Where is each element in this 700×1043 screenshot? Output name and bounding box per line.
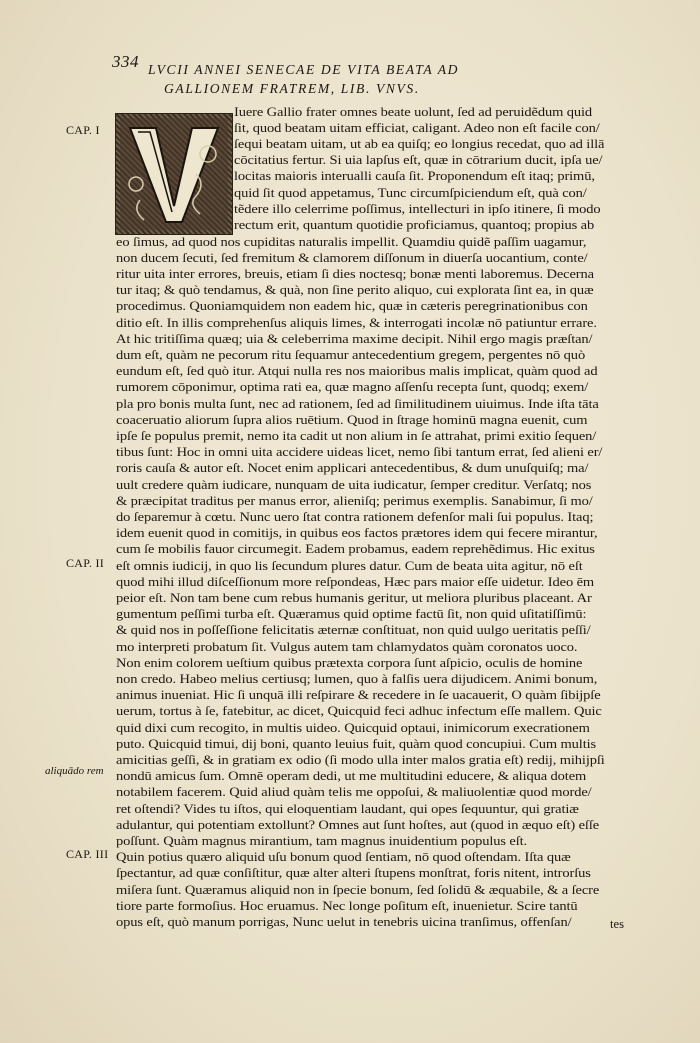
text-line: & præcipitat traditus per manus error, alieniſq; perimus exemplis. Sanabimur, ſi mo/ <box>116 493 593 508</box>
text-line: Iuere Gallio frater omnes beate uolunt, ſed ad peruidẽdum quid <box>234 105 593 119</box>
text-line: puto. Quicquid timui, dij boni, quanto leuius fuit, quàm quod concupiui. Cum multis <box>116 736 597 751</box>
text-line: uerum, tortus à ſe, fatebitur, ac dicet, Quicquid feci adhuc infectum eſſe mallem. Quic <box>116 704 602 719</box>
text-line: ſpectantur, ad quæ conſiſtitur, quæ alter alteri ſtupens monſtrat, foris nitent, introrſus <box>116 866 591 881</box>
text-line: animus inueniat. Hic ſi unquā illi reſpirare & recedere in ſe uacauerit, O quàm ſibijpſe <box>116 688 601 703</box>
title-line-2: GALLIONEM FRATREM, LIB. VNVS. <box>164 81 420 96</box>
text-line: mo interpreti probatum ſit. Vulgus autem tam chlamydatos quàm coronatos uoco. <box>116 639 578 654</box>
text-line: At hic tritiſſima quæq; uia & celeberrima maxime decipit. Nihil ergo magis præſtan/ <box>116 331 593 346</box>
text-line: ret oſtendi? Vides tu iſtos, qui eloquentiam laudant, qui opes ſequuntur, qui gratiæ <box>116 801 579 816</box>
text-line: opus eſt, quò manum porrigas, Nunc uelut in tenebris uicina tranſimus, offenſan/ <box>116 915 572 929</box>
text-line: quid dixi cum recogito, in multis uideo. Quicquid optaui, inimicorum execrationem <box>116 720 590 735</box>
text-line: rectum erit, quantum quotidie proficiamus, quantoq; propius ab <box>234 217 595 232</box>
text-line: gumentum peſſimi turba eſt. Quæramus quid optime factū ſit, non quid uſitatiſſimū: <box>116 607 587 622</box>
text-line: tiore parte formoſius. Hoc eruamus. Nec longe poſitum eſt, inuenietur. Scire tantū <box>116 898 578 913</box>
text-line: ſequi beatam uitam, ut ab ea quiſq; eo longius recedat, quo ad illā <box>234 137 605 152</box>
text-line: Non enim colorem ueſtium quibus prætexta corpora ſunt aſpicio, oculis de homine <box>116 655 583 670</box>
text-line: amicitias geſſi, & in gratiam ex odio (ſi modo ulla inter malos gratia eſt) redij, mihijpſi <box>116 753 605 767</box>
text-line: ſit, quod beatam uitam efficiat, caligant. Adeo non eſt facile con/ <box>234 121 600 136</box>
text-line: coaceruatio aliorum ſupra alios ruētium. Quod in ſtrage hominū magna euenit, cum <box>116 412 588 427</box>
text-line: rumorem cōponimur, optima rati ea, quæ magno aſſenſu recepta ſunt, quodq; exem/ <box>116 380 589 395</box>
text-line: miſera ſunt. Quæramus aliquid non in ſpecie bonum, ſed ſolidū & æquabile, & a ſecre <box>116 882 600 897</box>
text-line: non ducem ſecuti, ſed fremitum & clamorem diſſonum in diuerſa uocantium, conte/ <box>116 250 588 265</box>
text-line: eo ſimus, ad quod nos cupiditas naturalis impellit. Quamdiu quidẽ paſſim uagamur, <box>116 234 587 249</box>
text-line: eſt omnis iudicij, in quo lis ſecundum plures datur. Cum de beata uita agitur, nō eſt <box>116 558 583 573</box>
chapter-label-2: CAP. II <box>66 556 105 570</box>
text-line: notabilem facerem. Quid aliud quàm telis me oppoſui, & maliuolentiæ quod morde/ <box>116 785 592 800</box>
chapter-label-1: CAP. I <box>66 123 100 137</box>
text-line: & quid nos in poſſeſſione felicitatis æternæ conſtituat, non quid uulgo ueritatis peſſi/ <box>116 623 591 638</box>
text-line: cōcitatius fertur. Si uia lapſus eſt, quæ in cōtrarium ducit, ipſa ue/ <box>234 153 603 168</box>
text-line: locitas maioris interualli cauſa ſit. Proponendum eſt itaq; primū, <box>234 169 595 184</box>
text-line: poſſunt. Quàm magnus mirantium, tam magnus inuidentium populus eſt. <box>116 834 528 848</box>
text-line: roris cauſa & autor eſt. Nocet enim applicari antecedentibus, & dum unuſquiſq; ma/ <box>116 461 589 476</box>
text-line: dum eſt, quàm ne pecorum ritu ſequamur antecedentium gregem, pergentes nō quò <box>116 348 586 362</box>
decorated-initial-v-icon <box>115 113 233 235</box>
text-line: idem euenit quod in comitijs, in quibus eos factos prætores idem qui fecere mirantur, <box>116 526 598 541</box>
text-line: uult credere quàm iudicare, nunquam de uita iudicatur, ſemper creditur. Verſatq; nos <box>116 477 592 492</box>
text-line: ritur uita inter errores, breuis, etiam ſi dies noctesq; bonæ menti laboremus. Decerna <box>116 267 594 281</box>
text-line: ipſe ſe populus premit, nemo ita cadit ut non alium in ſe attrahat, primi exitio ſequen/ <box>116 429 597 443</box>
text-line: adulantur, qui potentiam extollunt? Omnes aut ſunt hoſtes, aut (quod in æquo eſt) eſſe <box>116 817 600 832</box>
text-line: procedimus. Quoniamquidem non eadem hic, quæ in cæteris peregrinationibus con <box>116 299 588 314</box>
text-line: quod mihi illud diſceſſionum more reſpondeas, Hæc pars maior eſſe uidetur. Ideo ēm <box>116 574 595 589</box>
title-line-1: LVCII ANNEI SENECAE DE VITA BEATA AD <box>148 62 460 77</box>
text-line: pla pro bonis multa ſunt, nec ad rationem, ſed ad ſimilitudinem uiuimus. Inde iſta tāta <box>116 396 599 411</box>
catchword: tes <box>610 917 624 931</box>
page-title <box>148 60 618 98</box>
page-number: 334 <box>112 52 139 71</box>
text-line: tur itaq; & quò tendamus, & quà, non ſine perito aliquo, cui explorata ſint ea, in quæ <box>116 283 594 298</box>
text-line: non credo. Habeo melius certiusq; lumen, quo à falſis uera dijudicem. Animi bonum, <box>116 672 598 686</box>
text-line: eundum eſt, ſed quò itur. Atqui nulla res nos maioribus malis implicat, quàm quod ad <box>116 364 598 379</box>
text-line: ditio eſt. In illis comprehenſus aliquis limes, & interrogati incolæ nō patiuntur errare. <box>116 315 597 330</box>
text-line: quid ſit quod appetamus, Tunc circumſpiciendum eſt, quà con/ <box>234 185 587 200</box>
chapter-label-3: CAP. III <box>66 847 109 861</box>
text-line: tẽdere illo celerrime poſſimus, intellecturi in ipſo itinere, ſi modo <box>234 201 601 216</box>
marginal-note: aliquādo rem <box>45 765 104 777</box>
text-line: tibus ſunt: Hoc in omni uita accidere uideas licet, nemo ſibi tantum errat, ſed alieni er/ <box>116 445 603 460</box>
text-line: peior eſt. Non tam bene cum rebus humanis geritur, ut meliora pluribus placeant. Ar <box>116 591 592 605</box>
text-line: do ſeparemur à cœtu. Nunc uero ſtat contra rationem defenſor mali ſui populus. Itaq; <box>116 510 594 524</box>
text-line: Quin potius quæro aliquid uſu bonum quod ſentiam, nō quod oſtendam. Iſta quæ <box>116 850 571 865</box>
text-line: cum ſe mobilis fauor circumegit. Eadem probamus, eadem reprehẽdimus. Hic exitus <box>116 542 595 557</box>
text-line: nondū amicus ſum. Omnē operam dedi, ut me multitudini educere, & aliqua dotem <box>116 769 587 784</box>
